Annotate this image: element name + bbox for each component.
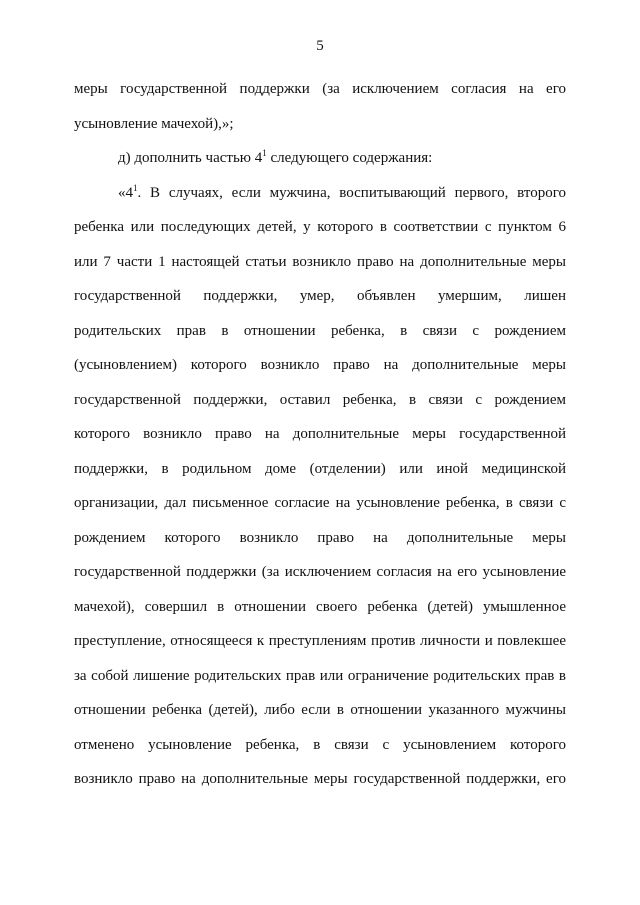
text-line: возникло право на дополнительные меры государственной поддержки, его <box>74 771 566 787</box>
text-line: поддержки, в родильном доме (отделении) или иной медицинской <box>74 460 566 477</box>
text-line: (усыновлением) которого возникло право на дополнительные меры <box>74 357 566 373</box>
text-line: или 7 части 1 настоящей статьи возникло право на дополнительные меры <box>74 253 566 270</box>
text-span: . В случаях, если мужчина, воспитывающий первого, второго <box>137 184 566 201</box>
text-line: которого возникло право на дополнительные меры государственной <box>74 426 566 442</box>
text-line: организации, дал письменное согласие на усыновление ребенка, в связи с <box>74 495 566 511</box>
text-line: родительских прав в отношении ребенка, в связи с рождением <box>74 322 566 339</box>
text-span: «4 <box>118 184 133 201</box>
text-line: государственной поддержки, оставил ребенка, в связи с рождением <box>74 391 566 408</box>
text-line: отношении ребенка (детей), либо если в отношении указанного мужчины <box>74 702 566 718</box>
text-line: рождением которого возникло право на дополнительные меры <box>74 529 566 546</box>
text-line: государственной поддержки, умер, объявлен умершим, лишен <box>74 288 566 304</box>
superscript: 1 <box>133 182 138 193</box>
text-line: государственной поддержки (за исключением согласия на его усыновление <box>74 564 566 580</box>
text-line: меры государственной поддержки (за исключением согласия на его <box>74 81 566 97</box>
document-body <box>74 72 566 797</box>
text-line: ребенка или последующих детей, у которого в соответствии с пунктом 6 <box>74 219 566 235</box>
paragraph-d <box>74 141 566 176</box>
text-line: за собой лишение родительских прав или ограничение родительских прав в <box>74 667 566 684</box>
text-line: отменено усыновление ребенка, в связи с усыновлением которого <box>74 736 566 753</box>
page-number: 5 <box>316 38 324 54</box>
text-line: преступление, относящееся к преступлениям против личности и повлекшее <box>74 633 566 649</box>
superscript: 1 <box>262 148 267 158</box>
text-span: следующего содержания: <box>266 150 433 166</box>
paragraph-4-1-first-line <box>74 176 566 211</box>
text-line: мачехой), совершил в отношении своего ребенка (детей) умышленное <box>74 598 566 615</box>
text-line: усыновление мачехой),»; <box>74 115 234 132</box>
text-span: д) дополнить частью 4 <box>118 150 263 166</box>
